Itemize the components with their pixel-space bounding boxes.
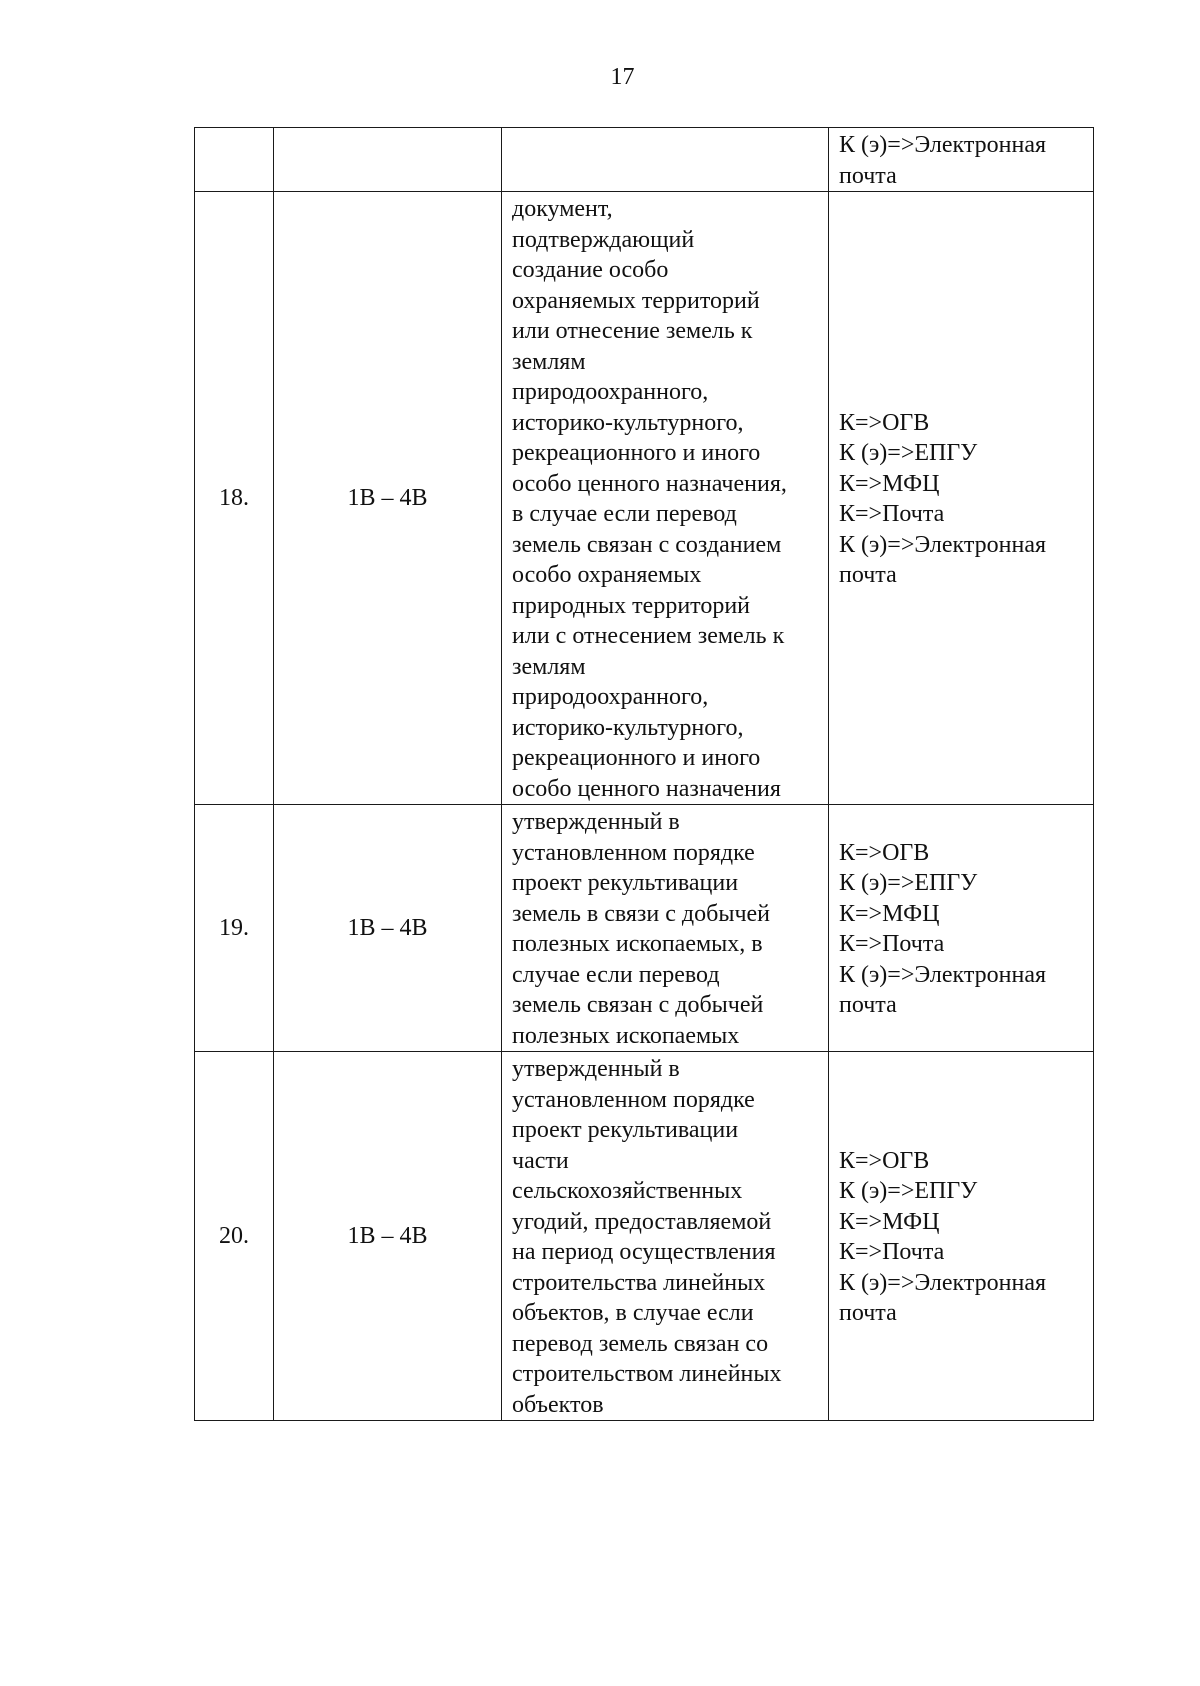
channel-line: почта (839, 1300, 897, 1326)
channel-line: К (э)=>Электронная (839, 961, 1047, 988)
description-line: проект рекультивации (512, 870, 739, 896)
description-line: подтверждающий (512, 226, 695, 253)
row-code-cell (274, 192, 502, 805)
description-line: утвержденный в (512, 809, 680, 835)
description-line: утвержденный в (512, 1056, 680, 1082)
channel-line: К=>МФЦ (839, 900, 940, 927)
description-line: природоохранного, (512, 684, 709, 710)
row-number: 20. (219, 1222, 249, 1249)
description-line: строительством линейных (512, 1361, 782, 1387)
description-line: особо охраняемых (512, 562, 702, 588)
row-channels-cell (829, 1052, 1094, 1421)
channel-line: К=>ОГВ (839, 839, 930, 866)
row-number-cell (195, 1052, 274, 1421)
row-description-cell (502, 1052, 829, 1421)
description-line: полезных ископаемых (512, 1022, 740, 1049)
description-line: рекреационного и иного (512, 745, 761, 771)
channel-line: К=>МФЦ (839, 470, 940, 497)
description-line: историко-культурного, (512, 714, 744, 741)
description-line: или с отнесением земель к (512, 623, 785, 649)
channel-line: почта (839, 992, 897, 1018)
row-code-cell (274, 1052, 502, 1421)
row-number-cell (195, 128, 274, 192)
row-number: 19. (219, 914, 249, 941)
row-description-cell (502, 128, 829, 192)
description-line: землям (512, 653, 586, 680)
description-line: перевод земель связан со (512, 1330, 769, 1357)
table-row (195, 805, 1094, 1052)
channel-line: К (э)=>Электронная (839, 132, 1047, 158)
description-line: природных территорий (512, 592, 751, 619)
row-channels-cell (829, 128, 1094, 192)
description-line: особо ценного назначения (512, 775, 781, 802)
description-line: угодий, предоставляемой (512, 1208, 772, 1235)
channel-line: К (э)=>ЕПГУ (839, 440, 978, 466)
channel-line: К=>ОГВ (839, 1147, 930, 1174)
channel-line: К=>МФЦ (839, 1208, 940, 1235)
row-channels-cell (829, 192, 1094, 805)
channel-line: К (э)=>Электронная (839, 531, 1047, 558)
description-line: части (512, 1147, 569, 1174)
description-line: особо ценного назначения, (512, 470, 787, 497)
description-line: установленном порядке (512, 1086, 755, 1113)
row-number-cell (195, 805, 274, 1052)
description-line: документ, (512, 196, 613, 222)
description-line: объектов, в случае если (512, 1300, 754, 1326)
description-line: или отнесение земель к (512, 318, 753, 344)
description-line: сельскохозяйственных (512, 1178, 743, 1204)
description-line: охраняемых территорий (512, 287, 760, 314)
row-code: 1В – 4В (347, 1222, 428, 1249)
description-line: природоохранного, (512, 379, 709, 405)
channel-line: К=>Почта (839, 931, 945, 957)
channel-line: почта (839, 162, 897, 189)
channel-line: почта (839, 562, 897, 588)
description-line: строительства линейных (512, 1269, 766, 1296)
description-line: полезных ископаемых, в (512, 931, 763, 957)
channel-line: К=>Почта (839, 501, 945, 527)
row-channels-cell (829, 805, 1094, 1052)
row-code-cell (274, 128, 502, 192)
description-line: установленном порядке (512, 839, 755, 866)
description-line: в случае если перевод (512, 501, 737, 527)
description-line: историко-культурного, (512, 409, 744, 436)
description-line: земель связан с добычей (512, 992, 764, 1018)
description-line: создание особо (512, 257, 669, 283)
row-number-cell (195, 192, 274, 805)
channel-line: К=>ОГВ (839, 409, 930, 436)
page-number: 17 (610, 64, 635, 90)
row-code: 1В – 4В (347, 484, 428, 511)
description-line: проект рекультивации (512, 1117, 739, 1143)
row-description-cell (502, 192, 829, 805)
description-line: землям (512, 348, 586, 375)
document-table (194, 127, 1094, 1421)
row-number: 18. (219, 484, 249, 511)
channel-line: К=>Почта (839, 1239, 945, 1265)
row-code-cell (274, 805, 502, 1052)
table-row-continuation (195, 128, 1094, 192)
description-line: объектов (512, 1391, 604, 1418)
channel-line: К (э)=>ЕПГУ (839, 870, 978, 896)
description-line: на период осуществления (512, 1239, 776, 1265)
table-row (195, 1052, 1094, 1421)
description-line: рекреационного и иного (512, 440, 761, 466)
description-line: случае если перевод (512, 961, 720, 988)
row-code: 1В – 4В (347, 914, 428, 941)
description-line: земель связан с созданием (512, 531, 782, 558)
row-description-cell (502, 805, 829, 1052)
table-row (195, 192, 1094, 805)
channel-line: К (э)=>Электронная (839, 1269, 1047, 1296)
description-line: земель в связи с добычей (512, 900, 771, 927)
channel-line: К (э)=>ЕПГУ (839, 1178, 978, 1204)
